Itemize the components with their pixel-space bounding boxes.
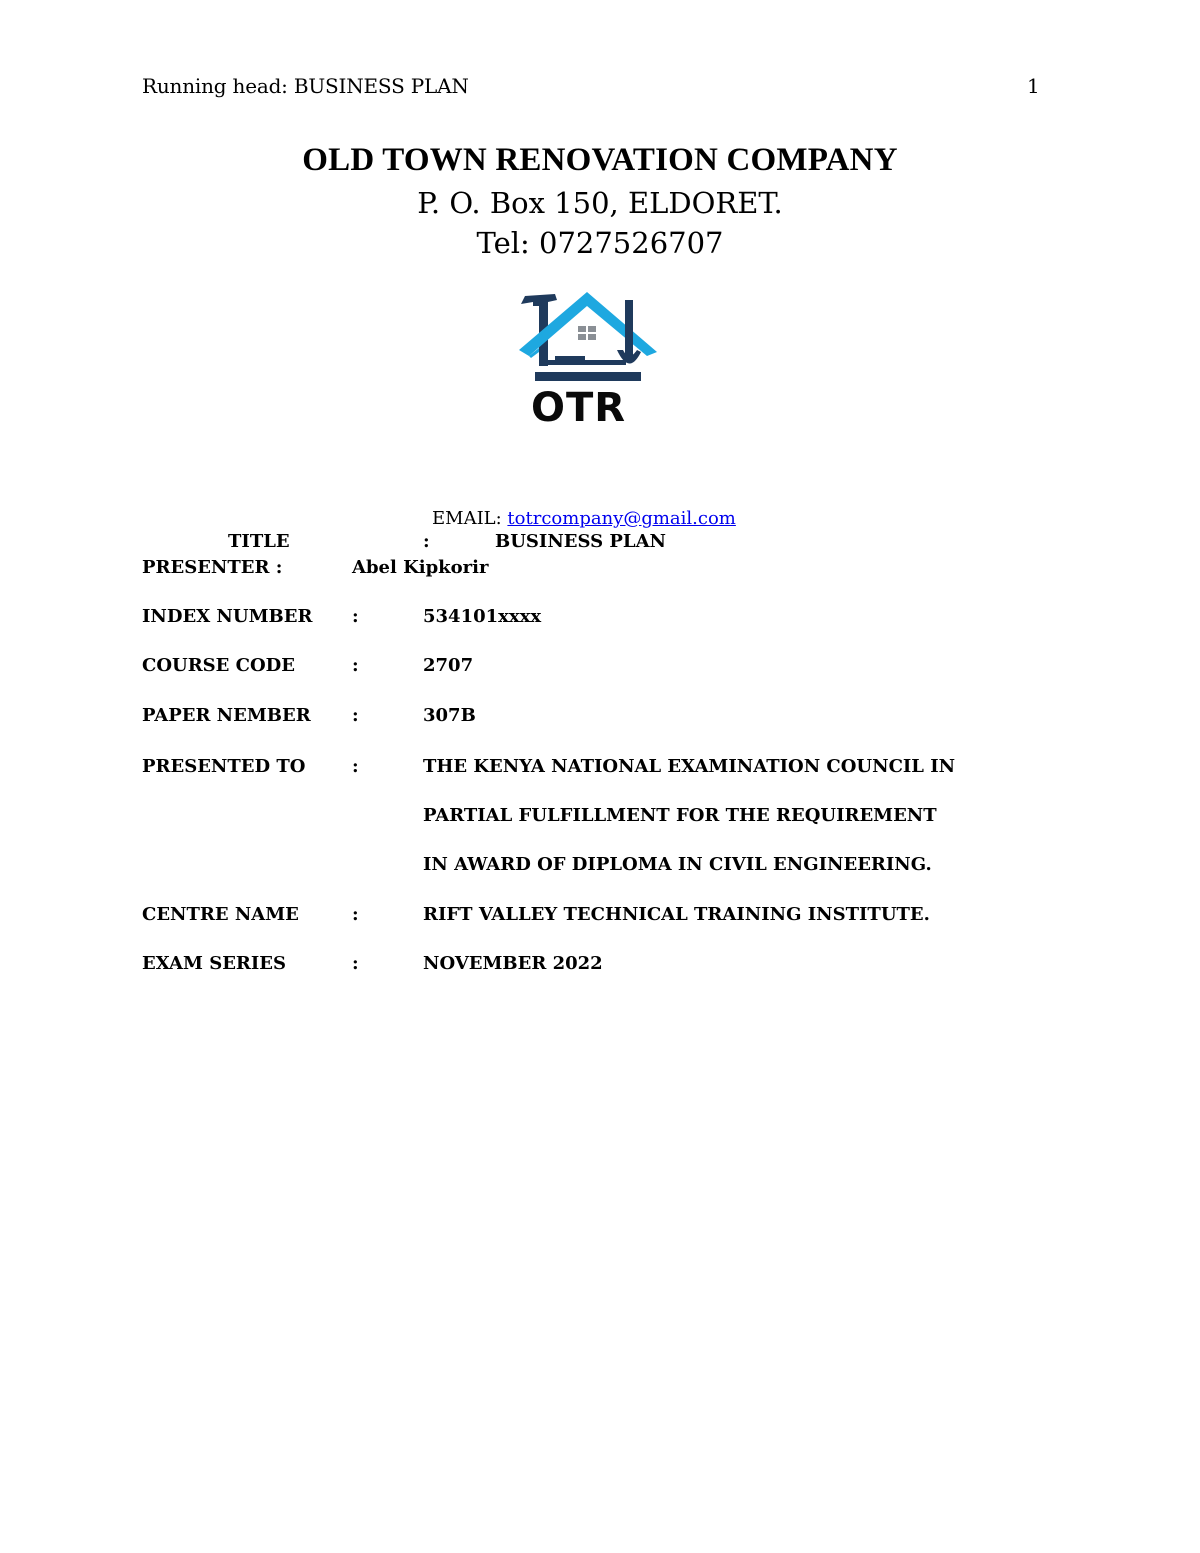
course-code-value: 2707	[423, 655, 474, 676]
title-value: BUSINESS PLAN	[495, 531, 666, 552]
exam-series-label: EXAM SERIES	[142, 953, 287, 974]
page-number: 1	[1027, 74, 1040, 98]
running-head: Running head: BUSINESS PLAN	[142, 74, 469, 98]
index-number-value: 534101xxxx	[423, 606, 542, 627]
exam-series-separator: :	[352, 953, 359, 974]
index-number-label: INDEX NUMBER	[142, 606, 313, 627]
email-link[interactable]: totrcompany@gmail.com	[507, 508, 736, 529]
paper-number-label: PAPER NEMBER	[142, 705, 311, 726]
otr-logo	[515, 290, 661, 430]
presented-to-separator: :	[352, 756, 359, 777]
wrench-icon	[625, 300, 633, 358]
index-number-separator: :	[352, 606, 359, 627]
course-code-separator: :	[352, 655, 359, 676]
centre-name-label: CENTRE NAME	[142, 904, 299, 925]
presented-to-line-3: IN AWARD OF DIPLOMA IN CIVIL ENGINEERING.	[423, 854, 932, 875]
paper-number-value: 307B	[423, 705, 476, 726]
company-address: P. O. Box 150, ELDORET.	[417, 186, 783, 220]
title-label: TITLE	[228, 531, 290, 552]
presenter-label: PRESENTER :	[142, 557, 283, 578]
presented-to-line-1: THE KENYA NATIONAL EXAMINATION COUNCIL IN	[423, 756, 956, 777]
logo-text: OTR	[531, 385, 627, 430]
window-icon	[578, 326, 586, 332]
paper-number-separator: :	[352, 705, 359, 726]
company-name: OLD TOWN RENOVATION COMPANY	[302, 142, 898, 178]
presented-to-label: PRESENTED TO	[142, 756, 306, 777]
presented-to-line-2: PARTIAL FULFILLMENT FOR THE REQUIREMENT	[423, 805, 937, 826]
centre-name-separator: :	[352, 904, 359, 925]
presenter-value: Abel Kipkorir	[352, 557, 489, 578]
centre-name-value: RIFT VALLEY TECHNICAL TRAINING INSTITUTE.	[423, 904, 930, 925]
email-line	[432, 508, 736, 529]
course-code-label: COURSE CODE	[142, 655, 295, 676]
company-telephone: Tel: 0727526707	[476, 226, 724, 260]
email-label: EMAIL:	[432, 508, 508, 529]
exam-series-value: NOVEMBER 2022	[423, 953, 603, 974]
title-separator: :	[423, 531, 430, 552]
